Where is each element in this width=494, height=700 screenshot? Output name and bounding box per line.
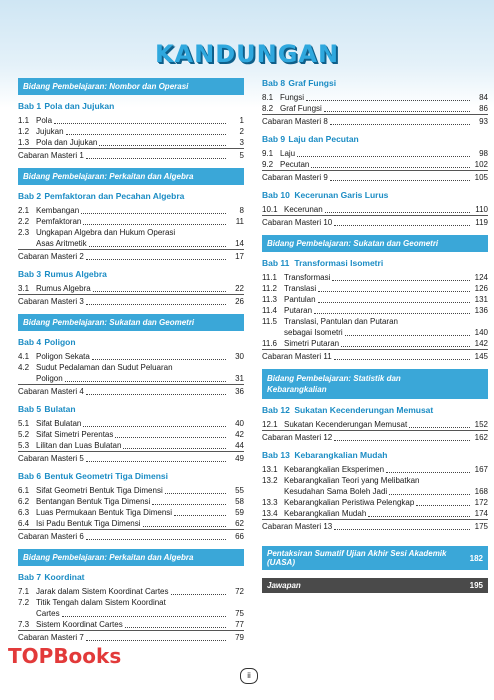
chapter-heading-4[interactable]: Bab 4 Poligon [18, 337, 76, 347]
mastery-entry[interactable]: Cabaran Masteri 3 26 [18, 294, 244, 307]
chapter-heading-10[interactable]: Bab 10 Kecerunan Garis Lurus [262, 190, 389, 200]
mastery-entry[interactable]: Cabaran Masteri 12 162 [262, 430, 488, 443]
toc-entry[interactable]: 11.2 Translasi 126 [262, 284, 488, 293]
toc-entry[interactable]: 9.2 Pecutan 102 [262, 160, 488, 169]
toc-entry[interactable]: 8.2 Graf Fungsi 86 [262, 104, 488, 113]
section-bar-geometri: Bidang Pembelajaran: Sukatan dan Geometri [18, 314, 244, 331]
toc-entry[interactable]: 7.2 Titik Tengah dalam Sistem Koordinat [18, 598, 166, 607]
mastery-entry[interactable]: Cabaran Masteri 5 49 [18, 451, 244, 464]
toc-entry[interactable]: 5.2 Sifat Simetri Perentas 42 [18, 430, 244, 439]
toc-entry[interactable]: 11.6 Simetri Putaran 142 [262, 339, 488, 348]
toc-entry[interactable]: 7.3 Sistem Koordinat Cartes 77 [18, 620, 244, 629]
toc-entry[interactable]: 8.1 Fungsi 84 [262, 93, 488, 102]
toc-entry[interactable]: 1.2 Jujukan 2 [18, 127, 244, 136]
toc-entry[interactable]: 13.4 Kebarangkalian Mudah 174 [262, 509, 488, 518]
toc-entry[interactable]: 7.1 Jarak dalam Sistem Koordinat Cartes 72 [18, 587, 244, 596]
chapter-heading-1[interactable]: Bab 1 Pola dan Jujukan [18, 101, 115, 111]
toc-entry[interactable]: 11.3 Pantulan 131 [262, 295, 488, 304]
toc-entry[interactable]: 1.3 Pola dan Jujukan 3 [18, 138, 244, 147]
mastery-entry[interactable]: Cabaran Masteri 9 105 [262, 170, 488, 183]
toc-entry[interactable]: 10.1 Kecerunan 110 [262, 205, 488, 214]
toc-entry-continued[interactable]: sebagai Isometri 140 [284, 328, 488, 337]
chapter-heading-3[interactable]: Bab 3 Rumus Algebra [18, 269, 107, 279]
toc-entry[interactable]: 1.1 Pola 1 [18, 116, 244, 125]
toc-entry[interactable]: 6.4 Isi Padu Bentuk Tiga Dimensi 62 [18, 519, 244, 528]
toc-entry[interactable]: 2.2 Pemfaktoran 11 [18, 217, 244, 226]
toc-entry[interactable]: 11.1 Transformasi 124 [262, 273, 488, 282]
mastery-entry[interactable]: Cabaran Masteri 2 17 [18, 249, 244, 262]
chapter-heading-9[interactable]: Bab 9 Laju dan Pecutan [262, 134, 359, 144]
chapter-heading-7[interactable]: Bab 7 Koordinat [18, 572, 85, 582]
chapter-heading-12[interactable]: Bab 12 Sukatan Kecenderungan Memusat [262, 405, 434, 415]
toc-entry[interactable]: 13.3 Kebarangkalian Peristiwa Pelengkap 172 [262, 498, 488, 507]
toc-entry-continued[interactable]: Poligon 31 [36, 374, 244, 383]
toc-entry-continued[interactable]: Cartes 75 [36, 609, 244, 618]
publisher-logo: TOPBooks [8, 644, 122, 668]
page-title: KANDUNGAN [154, 40, 340, 68]
toc-entry[interactable]: 2.3 Ungkapan Algebra dan Hukum Operasi [18, 228, 176, 237]
mastery-entry[interactable]: Cabaran Masteri 4 36 [18, 384, 244, 397]
section-bar-nombor: Bidang Pembelajaran: Nombor dan Operasi [18, 78, 244, 95]
section-bar-statistik: Bidang Pembelajaran: Statistik dan Kebarangkalian [262, 369, 488, 399]
chapter-heading-11[interactable]: Bab 11 Transformasi Isometri [262, 258, 384, 268]
chapter-heading-8[interactable]: Bab 8 Graf Fungsi [262, 78, 337, 88]
page-number: ii [240, 668, 258, 684]
toc-entry[interactable]: 12.1 Sukatan Kecenderungan Memusat 152 [262, 420, 488, 429]
toc-entry[interactable]: 6.3 Luas Permukaan Bentuk Tiga Dimensi 59 [18, 508, 244, 517]
chapter-heading-6[interactable]: Bab 6 Bentuk Geometri Tiga Dimensi [18, 471, 168, 481]
toc-entry-continued[interactable]: Asas Aritmetik 14 [36, 239, 244, 248]
chapter-heading-2[interactable]: Bab 2 Pemfaktoran dan Pecahan Algebra [18, 191, 185, 201]
toc-right-column [262, 78, 488, 601]
toc-entry[interactable]: 11.5 Translasi, Pantulan dan Putaran [262, 317, 398, 326]
chapter-heading-5[interactable]: Bab 5 Bulatan [18, 404, 76, 414]
toc-entry[interactable]: 6.1 Sifat Geometri Bentuk Tiga Dimensi 55 [18, 486, 244, 495]
mastery-entry[interactable]: Cabaran Masteri 6 66 [18, 529, 244, 542]
toc-entry[interactable]: 9.1 Laju 98 [262, 149, 488, 158]
mastery-entry[interactable]: Cabaran Masteri 7 79 [18, 630, 244, 643]
toc-entry[interactable]: 11.4 Putaran 136 [262, 306, 488, 315]
uasa-entry[interactable]: Pentaksiran Sumatif Ujian Akhir Sesi Akademik (UASA) 182 [262, 546, 488, 570]
toc-entry[interactable]: 4.2 Sudut Pedalaman dan Sudut Peluaran [18, 363, 173, 372]
toc-entry[interactable]: 6.2 Bentangan Bentuk Tiga Dimensi 58 [18, 497, 244, 506]
mastery-entry[interactable]: Cabaran Masteri 10 119 [262, 215, 488, 228]
toc-entry[interactable]: 4.1 Poligon Sekata 30 [18, 352, 244, 361]
chapter-heading-13[interactable]: Bab 13 Kebarangkalian Mudah [262, 450, 388, 460]
toc-entry[interactable]: 13.1 Kebarangkalian Eksperimen 167 [262, 465, 488, 474]
toc-entry[interactable]: 3.1 Rumus Algebra 22 [18, 284, 244, 293]
section-bar-algebra-2: Bidang Pembelajaran: Perkaitan dan Algebra [18, 549, 244, 566]
toc-entry[interactable]: 13.2 Kebarangkalian Teori yang Melibatkan [262, 476, 420, 485]
mastery-entry[interactable]: Cabaran Masteri 8 93 [262, 114, 488, 127]
mastery-entry[interactable]: Cabaran Masteri 1 5 [18, 148, 244, 161]
toc-left-column [18, 78, 244, 643]
mastery-entry[interactable]: Cabaran Masteri 11 145 [262, 349, 488, 362]
section-bar-geometri-2: Bidang Pembelajaran: Sukatan dan Geometri [262, 235, 488, 252]
toc-entry[interactable]: 5.1 Sifat Bulatan 40 [18, 419, 244, 428]
section-bar-algebra: Bidang Pembelajaran: Perkaitan dan Algebra [18, 168, 244, 185]
mastery-entry[interactable]: Cabaran Masteri 13 175 [262, 519, 488, 532]
toc-entry[interactable]: 5.3 Lilitan dan Luas Bulatan 44 [18, 441, 244, 450]
toc-entry-continued[interactable]: Kesudahan Sama Boleh Jadi 168 [284, 487, 488, 496]
jawapan-entry[interactable]: Jawapan 195 [262, 578, 488, 593]
toc-entry[interactable]: 2.1 Kembangan 8 [18, 206, 244, 215]
